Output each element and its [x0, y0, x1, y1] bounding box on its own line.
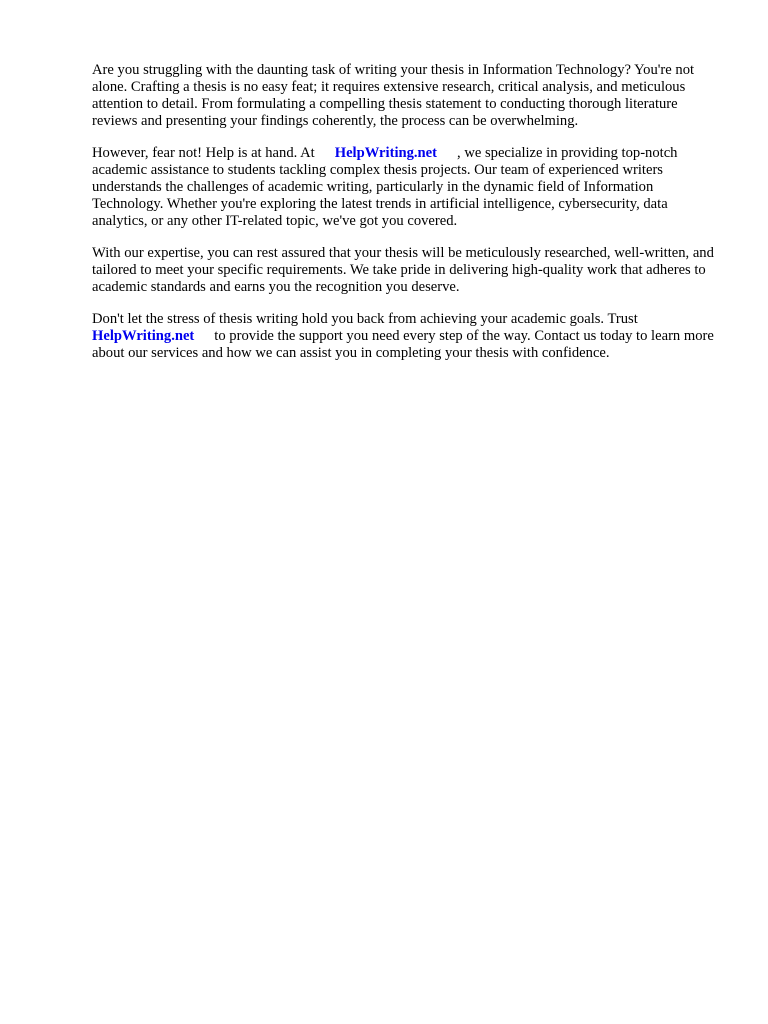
paragraph-help: [92, 145, 724, 230]
paragraph-intro: [92, 62, 724, 130]
paragraph-help-text-after: , we specialize in providing top-notch academic assistance to students tackling complex thesis projects. Our team of experienced writers understands the challenges of academic writing, particularly in the dynamic field of Information Technology. Whether you're exploring the latest trends in artificial intelligence, cybersecurity, data analytics, or any other IT-related topic, we've got you covered.: [92, 145, 678, 229]
paragraph-closing-text-before: Don't let the stress of thesis writing hold you back from achieving your academic goals. Trust: [92, 311, 638, 327]
document-body: [92, 62, 724, 377]
paragraph-closing-text-after: to provide the support you need every step of the way. Contact us today to learn more about our services and how we can assist you in completing your thesis with confidence.: [92, 328, 714, 361]
paragraph-expertise-text: With our expertise, you can rest assured that your thesis will be meticulously researched, well-written, and tailored to meet your specific requirements. We take pride in delivering high-quality work that adheres to academic standards and earns you the recognition you deserve.: [92, 245, 714, 295]
helpwriting-link-2[interactable]: HelpWriting.net: [92, 328, 195, 344]
paragraph-intro-text: Are you struggling with the daunting task of writing your thesis in Information Technology? You're not alone. Crafting a thesis is no easy feat; it requires extensive research, critical analysis, and meticulous attention to detail. From formulating a compelling thesis statement to conducting thorough literature reviews and presenting your findings coherently, the process can be overwhelming.: [92, 62, 695, 129]
paragraph-help-text-before: However, fear not! Help is at hand. At: [92, 145, 315, 161]
paragraph-closing: [92, 311, 724, 362]
helpwriting-link-1[interactable]: HelpWriting.net: [334, 145, 438, 161]
paragraph-expertise: [92, 245, 724, 296]
